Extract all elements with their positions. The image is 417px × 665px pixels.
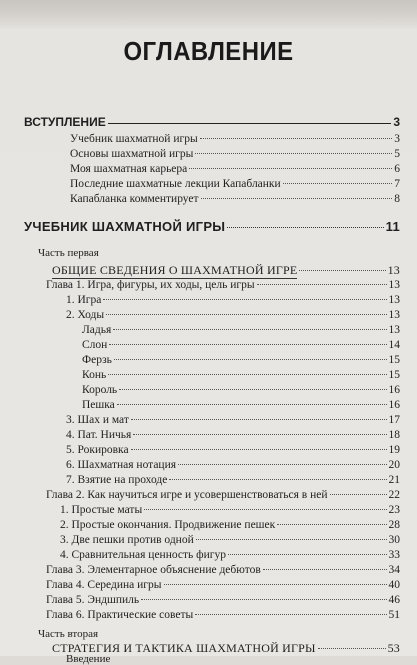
page-title: ОГЛАВЛЕНИЕ — [123, 36, 294, 66]
page-number: 53 — [387, 641, 400, 655]
leader-dots — [109, 344, 386, 345]
toc-entry — [82, 399, 400, 411]
previous-page-bleed — [0, 0, 417, 30]
toc-entry — [82, 369, 400, 381]
page-number: 28 — [388, 519, 400, 531]
toc-entry — [70, 133, 400, 145]
toc-entry — [70, 178, 400, 190]
page-number: 11 — [385, 219, 400, 234]
toc-entry — [66, 474, 400, 486]
toc-entry-label: 4. Пат. Ничья — [66, 429, 132, 441]
leader-dots — [228, 554, 387, 555]
toc-entry — [70, 148, 400, 160]
leader-dots — [277, 524, 386, 525]
leader-dots — [318, 648, 386, 649]
page-number: 7 — [394, 178, 400, 190]
part-one-label: Часть первая — [38, 247, 99, 259]
toc-entry — [82, 324, 400, 336]
toc-entry-label: Основы шахматной игры — [70, 148, 194, 160]
page-number: 20 — [388, 459, 400, 471]
toc-entry — [46, 279, 400, 291]
toc-entry-label: Слон — [82, 339, 108, 351]
page-number: 22 — [388, 489, 400, 501]
toc-entry — [60, 504, 400, 516]
toc-entry-label: Капабланка комментирует — [70, 193, 199, 205]
toc-entry — [66, 414, 400, 426]
leader-dots — [106, 314, 386, 315]
toc-entry — [66, 309, 400, 321]
page-number: 18 — [388, 429, 400, 441]
page-number: 5 — [394, 148, 400, 160]
toc-entry-label: 3. Шах и мат — [66, 414, 129, 426]
leader-dots — [257, 284, 387, 285]
toc-entry — [70, 163, 400, 175]
toc-entry-label: 2. Ходы — [66, 309, 105, 321]
page-number: 23 — [388, 504, 400, 516]
leader-dots — [164, 584, 387, 585]
page-number: 3 — [394, 133, 400, 145]
toc-entry — [60, 549, 400, 561]
page-number: 51 — [388, 609, 400, 621]
part-one-title-row — [52, 263, 400, 279]
toc-entry — [60, 519, 400, 531]
page-number: 19 — [388, 444, 400, 456]
page-number: 30 — [388, 534, 400, 546]
leader-dots — [263, 569, 387, 570]
toc-entry — [66, 294, 400, 306]
page-number: 13 — [388, 309, 400, 321]
page-number: 13 — [387, 263, 400, 277]
page-number: 17 — [388, 414, 400, 426]
textbook-heading: УЧЕБНИК ШАХМАТНОЙ ИГРЫ — [24, 219, 226, 234]
toc-entry — [46, 489, 400, 501]
toc-entry-label: 4. Сравнительная ценность фигур — [60, 549, 226, 561]
leader-dots — [195, 153, 392, 154]
part-two-label: Часть вторая — [38, 628, 99, 640]
leader-dots — [141, 599, 386, 600]
page-number: 33 — [388, 549, 400, 561]
toc-entry — [66, 429, 400, 441]
toc-entry — [82, 354, 400, 366]
toc-entry-label: 1. Простые маты — [60, 504, 143, 516]
toc-entry — [46, 594, 400, 606]
part-one-title: ОБЩИЕ СВЕДЕНИЯ О ШАХМАТНОЙ ИГРЕ — [52, 263, 298, 277]
toc-entry-label: Учебник шахматной игры — [70, 133, 198, 145]
toc-entry-label: 5. Рокировка — [66, 444, 129, 456]
toc-entry-label: Глава 2. Как научиться игре и усовершенствоваться в ней — [46, 489, 328, 501]
textbook-heading-row — [24, 219, 400, 234]
toc-entry — [46, 609, 400, 621]
leader-dots — [196, 539, 387, 540]
page-number: 3 — [393, 115, 400, 129]
toc-entry — [46, 564, 400, 576]
page-number: 15 — [388, 369, 400, 381]
intro-heading: ВСТУПЛЕНИЕ — [24, 115, 106, 129]
toc-entry — [60, 534, 400, 546]
page-number: 40 — [388, 579, 400, 591]
toc-entry — [66, 444, 400, 456]
leader-dots — [144, 509, 386, 510]
page-number: 13 — [388, 294, 400, 306]
toc-entry-label: Ладья — [82, 324, 112, 336]
leader-dots — [299, 270, 385, 271]
toc-entry-label: Глава 1. Игра, фигуры, их ходы, цель игры — [46, 279, 255, 291]
leader-dots — [227, 227, 383, 228]
intro-heading-row — [24, 115, 400, 129]
toc-entry-label: Глава 3. Элементарное объяснение дебютов — [46, 564, 261, 576]
leader-dots — [201, 198, 393, 199]
leader-dots — [131, 419, 387, 420]
toc-entry — [70, 193, 400, 205]
leader-dots — [169, 479, 386, 480]
leader-dots — [133, 434, 386, 435]
leader-dots — [113, 329, 386, 330]
page-number: 15 — [388, 354, 400, 366]
toc-entry — [46, 579, 400, 591]
page-number: 13 — [388, 279, 400, 291]
toc-entry — [66, 459, 400, 471]
toc-entry-label: Последние шахматные лекции Капабланки — [70, 178, 281, 190]
leader-dots — [119, 389, 386, 390]
toc-entry-label: 6. Шахматная нотация — [66, 459, 177, 471]
toc-entry-label: 1. Игра — [66, 294, 102, 306]
toc-entry-label: Ферзь — [82, 354, 112, 366]
part-two-title: СТРАТЕГИЯ И ТАКТИКА ШАХМАТНОЙ ИГРЫ — [52, 641, 316, 655]
page-number: 46 — [388, 594, 400, 606]
leader-dots — [178, 464, 386, 465]
leader-dots — [117, 404, 387, 405]
toc-entry-label: Глава 4. Середина игры — [46, 579, 162, 591]
toc-entry-label: 3. Две пешки против одной — [60, 534, 194, 546]
leader-dots — [283, 183, 393, 184]
part-two-next-entry: Введение — [66, 653, 111, 665]
leader-dots — [195, 614, 386, 615]
leader-dots — [330, 494, 387, 495]
toc-entry — [82, 339, 400, 351]
leader-dots — [200, 138, 393, 139]
toc-entry — [82, 384, 400, 396]
toc-entry-label: 2. Простые окончания. Продвижение пешек — [60, 519, 276, 531]
toc-entry-label: 7. Взятие на проходе — [66, 474, 168, 486]
page-number: 21 — [388, 474, 400, 486]
page-number: 34 — [388, 564, 400, 576]
leader-dots — [103, 299, 386, 300]
page-number: 14 — [388, 339, 400, 351]
page-number: 16 — [388, 384, 400, 396]
toc-entry-label: Моя шахматная карьера — [70, 163, 188, 175]
toc-entry-label: Конь — [82, 369, 107, 381]
toc-entry-label: Глава 5. Эндшпиль — [46, 594, 140, 606]
leader-line — [108, 123, 392, 124]
leader-dots — [131, 449, 387, 450]
page-number: 6 — [394, 163, 400, 175]
page-number: 16 — [388, 399, 400, 411]
toc-entry-label: Король — [82, 384, 118, 396]
page-number: 8 — [394, 193, 400, 205]
toc-entry-label: Пешка — [82, 399, 115, 411]
toc-entry-label: Глава 6. Практические советы — [46, 609, 194, 621]
leader-dots — [114, 359, 387, 360]
page-number: 13 — [388, 324, 400, 336]
leader-dots — [108, 374, 386, 375]
leader-dots — [189, 168, 392, 169]
